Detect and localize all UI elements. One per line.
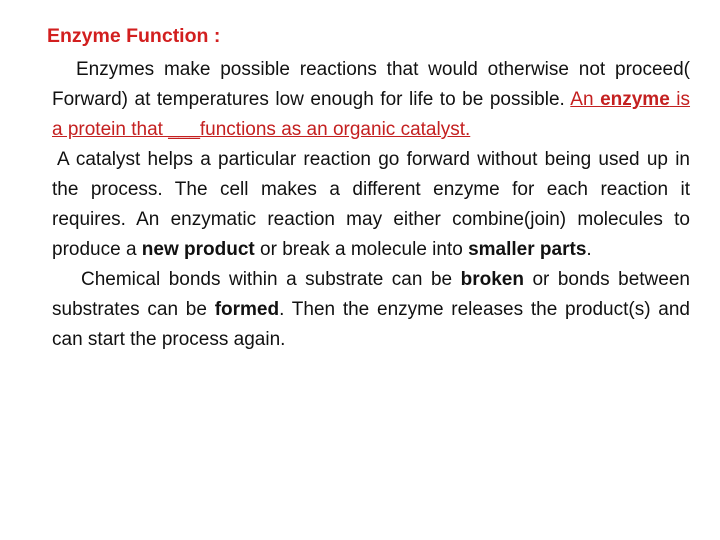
slide-title: Enzyme Function : [47,25,221,47]
definition-text: is a protein that ___functions as an organic catalyst. [52,89,691,140]
paragraph-text: A catalyst helps a particular reaction go forward without being used up in the process. The cell makes a different enzyme for each reaction it requires. An enzymatic reaction may either combine(join) molecules to produce a [52,149,690,260]
bold-term: smaller parts [468,239,587,260]
slide-body [52,55,690,355]
definition-text: An [570,89,601,110]
bold-term: new product [141,239,255,260]
paragraph-chemical-bonds [52,265,690,355]
paragraph-text: or break a molecule into [254,239,469,260]
paragraph-enzyme-definition [52,55,690,145]
bold-term: broken [460,269,524,290]
paragraph-catalyst [52,145,690,265]
paragraph-text: or bonds between substrates can be [52,269,690,320]
paragraph-text: Enzymes make possible reactions that would otherwise not proceed( Forward) at temperatures low enough for life to be possible. [52,59,690,110]
bold-term: formed [214,299,280,320]
definition-keyword: enzyme [600,89,670,110]
paragraph-text: . [586,239,592,260]
paragraph-text: . Then the enzyme releases the product(s) and can start the process again. [52,299,690,350]
paragraph-text: Chemical bonds within a substrate can be [81,269,461,290]
